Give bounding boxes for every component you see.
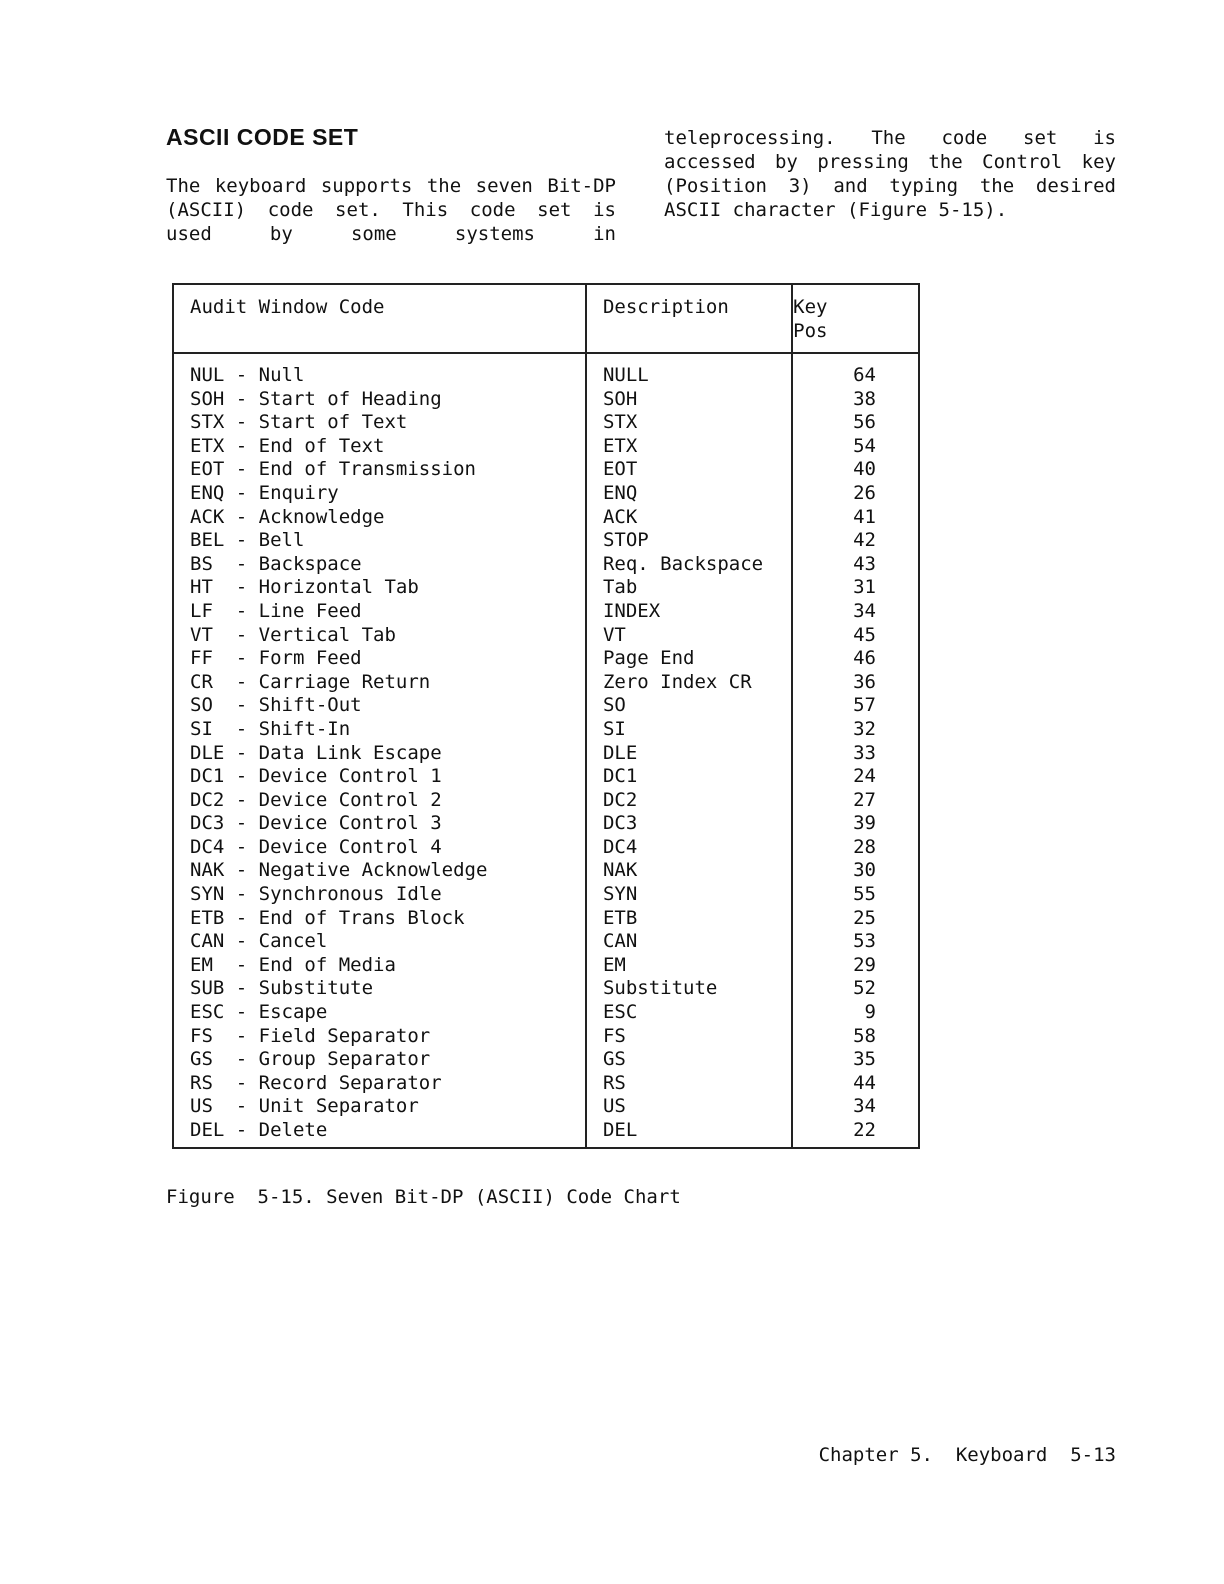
row-key-pos: 24 <box>792 765 919 789</box>
row-description: ETB <box>586 907 792 931</box>
row-description: ACK <box>586 506 792 530</box>
row-description: CAN <box>586 930 792 954</box>
row-code: HT - Horizontal Tab <box>173 576 586 600</box>
table-row <box>173 1095 919 1119</box>
table-row <box>173 553 919 577</box>
header-key-pos <box>792 284 919 353</box>
row-key-pos: 26 <box>792 482 919 506</box>
table-row <box>173 930 919 954</box>
row-key-pos: 41 <box>792 506 919 530</box>
row-key-pos: 30 <box>792 859 919 883</box>
intro-line: (Position 3) and typing the desired <box>664 175 1116 197</box>
row-key-pos: 64 <box>792 353 919 388</box>
row-description: DC1 <box>586 765 792 789</box>
row-code: DC4 - Device Control 4 <box>173 836 586 860</box>
row-description: INDEX <box>586 600 792 624</box>
intro-line: used by some systems in <box>166 223 616 245</box>
row-code: VT - Vertical Tab <box>173 624 586 648</box>
table-row <box>173 1025 919 1049</box>
row-key-pos: 45 <box>792 624 919 648</box>
table-row <box>173 954 919 978</box>
table-header-row <box>173 284 919 353</box>
row-description: NULL <box>586 353 792 388</box>
row-key-pos: 35 <box>792 1048 919 1072</box>
table-row <box>173 742 919 766</box>
row-description: ESC <box>586 1001 792 1025</box>
row-description: DLE <box>586 742 792 766</box>
row-key-pos: 32 <box>792 718 919 742</box>
row-description: EM <box>586 954 792 978</box>
table-row <box>173 482 919 506</box>
table-row <box>173 1048 919 1072</box>
row-code: SO - Shift-Out <box>173 694 586 718</box>
row-key-pos: 34 <box>792 1095 919 1119</box>
row-key-pos: 53 <box>792 930 919 954</box>
row-key-pos: 57 <box>792 694 919 718</box>
row-description: ENQ <box>586 482 792 506</box>
row-code: ACK - Acknowledge <box>173 506 586 530</box>
row-description: Page End <box>586 647 792 671</box>
table-row <box>173 812 919 836</box>
row-key-pos: 46 <box>792 647 919 671</box>
row-code: SOH - Start of Heading <box>173 388 586 412</box>
table-row <box>173 859 919 883</box>
table-row <box>173 671 919 695</box>
table-row <box>173 977 919 1001</box>
intro-line: ASCII character (Figure 5-15). <box>664 199 1008 221</box>
row-code: US - Unit Separator <box>173 1095 586 1119</box>
figure-caption: Figure 5-15. Seven Bit-DP (ASCII) Code Chart <box>166 1186 681 1208</box>
row-description: ETX <box>586 435 792 459</box>
row-code: ETB - End of Trans Block <box>173 907 586 931</box>
table-row <box>173 883 919 907</box>
row-key-pos: 27 <box>792 789 919 813</box>
intro-line: (ASCII) code set. This code set is <box>166 199 616 221</box>
row-code: SYN - Synchronous Idle <box>173 883 586 907</box>
table-row <box>173 836 919 860</box>
table-row <box>173 1119 919 1148</box>
row-description: Tab <box>586 576 792 600</box>
table-row <box>173 506 919 530</box>
table-row <box>173 647 919 671</box>
table-row <box>173 600 919 624</box>
row-code: DEL - Delete <box>173 1119 586 1148</box>
row-description: DC4 <box>586 836 792 860</box>
header-key-line: Key <box>793 296 828 318</box>
row-key-pos: 39 <box>792 812 919 836</box>
row-key-pos: 33 <box>792 742 919 766</box>
row-code: DC1 - Device Control 1 <box>173 765 586 789</box>
row-code: EM - End of Media <box>173 954 586 978</box>
row-code: ETX - End of Text <box>173 435 586 459</box>
table-row <box>173 765 919 789</box>
table-row <box>173 624 919 648</box>
row-key-pos: 31 <box>792 576 919 600</box>
row-key-pos: 52 <box>792 977 919 1001</box>
row-key-pos: 38 <box>792 388 919 412</box>
row-code: BEL - Bell <box>173 529 586 553</box>
page-footer: Chapter 5. Keyboard 5-13 <box>818 1444 1116 1466</box>
row-description: FS <box>586 1025 792 1049</box>
row-description: STOP <box>586 529 792 553</box>
row-code: NAK - Negative Acknowledge <box>173 859 586 883</box>
row-description: DEL <box>586 1119 792 1148</box>
table-row <box>173 529 919 553</box>
intro-line: teleprocessing. The code set is <box>664 127 1116 149</box>
section-heading: ASCII CODE SET <box>166 124 359 150</box>
row-description: Substitute <box>586 977 792 1001</box>
row-description: DC2 <box>586 789 792 813</box>
header-pos-line: Pos <box>793 320 828 342</box>
intro-right-column <box>664 126 1116 222</box>
table-row <box>173 718 919 742</box>
header-audit-window-code: Audit Window Code <box>173 284 586 353</box>
row-key-pos: 36 <box>792 671 919 695</box>
table-row <box>173 789 919 813</box>
row-code: ESC - Escape <box>173 1001 586 1025</box>
table-row <box>173 576 919 600</box>
row-description: Req. Backspace <box>586 553 792 577</box>
table-row <box>173 388 919 412</box>
row-key-pos: 43 <box>792 553 919 577</box>
row-key-pos: 55 <box>792 883 919 907</box>
row-code: RS - Record Separator <box>173 1072 586 1096</box>
row-description: SI <box>586 718 792 742</box>
header-description: Description <box>586 284 792 353</box>
row-description: EOT <box>586 458 792 482</box>
table-row <box>173 458 919 482</box>
row-description: GS <box>586 1048 792 1072</box>
row-code: GS - Group Separator <box>173 1048 586 1072</box>
table-row <box>173 435 919 459</box>
row-code: STX - Start of Text <box>173 411 586 435</box>
row-description: SYN <box>586 883 792 907</box>
table-row <box>173 353 919 388</box>
row-code: LF - Line Feed <box>173 600 586 624</box>
row-code: SI - Shift-In <box>173 718 586 742</box>
row-code: CAN - Cancel <box>173 930 586 954</box>
row-key-pos: 34 <box>792 600 919 624</box>
row-description: SO <box>586 694 792 718</box>
row-key-pos: 42 <box>792 529 919 553</box>
row-key-pos: 22 <box>792 1119 919 1148</box>
row-key-pos: 29 <box>792 954 919 978</box>
row-code: EOT - End of Transmission <box>173 458 586 482</box>
row-code: FS - Field Separator <box>173 1025 586 1049</box>
row-key-pos: 54 <box>792 435 919 459</box>
row-description: STX <box>586 411 792 435</box>
row-key-pos: 28 <box>792 836 919 860</box>
row-key-pos: 40 <box>792 458 919 482</box>
table-row <box>173 1001 919 1025</box>
row-code: CR - Carriage Return <box>173 671 586 695</box>
row-key-pos: 25 <box>792 907 919 931</box>
row-description: VT <box>586 624 792 648</box>
row-key-pos: 56 <box>792 411 919 435</box>
row-code: SUB - Substitute <box>173 977 586 1001</box>
table-body <box>173 353 919 1148</box>
row-description: NAK <box>586 859 792 883</box>
row-key-pos: 58 <box>792 1025 919 1049</box>
row-description: US <box>586 1095 792 1119</box>
row-code: DC3 - Device Control 3 <box>173 812 586 836</box>
row-code: ENQ - Enquiry <box>173 482 586 506</box>
row-code: NUL - Null <box>173 353 586 388</box>
table-row <box>173 411 919 435</box>
row-code: DC2 - Device Control 2 <box>173 789 586 813</box>
row-code: FF - Form Feed <box>173 647 586 671</box>
intro-line: The keyboard supports the seven Bit-DP <box>166 175 616 197</box>
row-code: DLE - Data Link Escape <box>173 742 586 766</box>
row-description: SOH <box>586 388 792 412</box>
row-key-pos: 44 <box>792 1072 919 1096</box>
ascii-code-table <box>172 283 920 1149</box>
table-row <box>173 694 919 718</box>
table-row <box>173 907 919 931</box>
intro-line: accessed by pressing the Control key <box>664 151 1116 173</box>
row-code: BS - Backspace <box>173 553 586 577</box>
row-key-pos: 9 <box>792 1001 919 1025</box>
row-description: RS <box>586 1072 792 1096</box>
row-description: DC3 <box>586 812 792 836</box>
row-description: Zero Index CR <box>586 671 792 695</box>
table-row <box>173 1072 919 1096</box>
intro-left-column <box>166 174 616 246</box>
